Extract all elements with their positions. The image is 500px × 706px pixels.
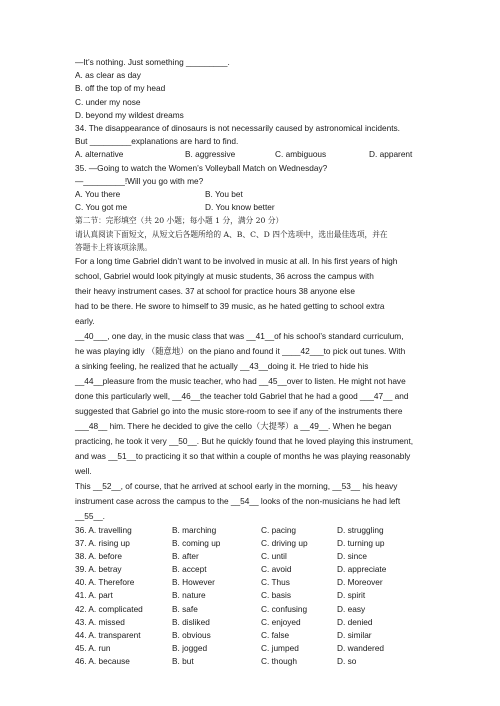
option-b: B. obvious: [172, 629, 211, 640]
cloze-option-row: [75, 655, 433, 668]
question-34-option-c: C. ambiguous: [275, 149, 327, 160]
passage-line: This __52__, of course, that he arrived at school early in the morning, __53__ his heavy: [75, 481, 398, 491]
question-34-option-b: B. aggressive: [185, 149, 236, 160]
cloze-option-row: [75, 563, 433, 576]
question-35-options-row2: [75, 201, 433, 214]
option-b: B. jogged: [172, 642, 208, 653]
option-d: D. spirit: [337, 590, 366, 601]
option-c: C. Thus: [261, 577, 290, 588]
cloze-option-row: [75, 537, 433, 550]
option-b: B. coming up: [172, 538, 221, 549]
section-instruction-line2: 答题卡上将该项涂黑。: [75, 242, 152, 252]
option-a: 37. A. rising up: [75, 538, 130, 549]
passage-line: their heavy instrument cases. 37 at school for practice hours 38 anyone else: [75, 286, 355, 296]
option-c: C. pacing: [261, 525, 297, 535]
question-35-option-c: C. You got me: [75, 202, 128, 213]
passage-line: instrument case across the campus to the __54__ looks of the non-musicians he had left: [75, 496, 401, 506]
option-b: B. However: [172, 577, 215, 588]
option-d: D. struggling: [337, 525, 384, 535]
option-b: B. accept: [172, 564, 207, 575]
question-35-option-d: D. You know better: [205, 202, 275, 213]
option-d: D. similar: [337, 629, 372, 640]
question-34-option-d: D. apparent: [369, 149, 413, 160]
option-c: C. enjoyed: [261, 616, 301, 627]
passage-line: practicing, he took it very __50__. But he quickly found that he loved playing this instrument,: [75, 436, 414, 446]
option-a: 39. A. betray: [75, 564, 122, 575]
cloze-option-row: [75, 576, 433, 589]
option-a: 45. A. run: [75, 642, 111, 653]
question-35-option-b: B. You bet: [205, 189, 243, 200]
option-b: B. safe: [172, 603, 198, 614]
option-a: 38. A. before: [75, 551, 123, 562]
passage-line: had to be there. He swore to himself to 39 music, as he hated getting to school extra: [75, 301, 385, 311]
option-d: D. so: [337, 655, 357, 666]
cloze-option-row: [75, 550, 433, 563]
option-a: 44. A. transparent: [75, 629, 141, 640]
option-d: D. turning up: [337, 538, 385, 549]
option-d: D. easy: [337, 603, 366, 614]
option-d: D. since: [337, 551, 367, 562]
question-33-option-a: A. as clear as day: [75, 70, 141, 81]
option-b: B. marching: [172, 525, 217, 535]
cloze-option-row: [75, 524, 433, 537]
option-d: D. Moreover: [337, 577, 383, 588]
question-35-options-row1: [75, 188, 433, 201]
option-a: 42. A. complicated: [75, 603, 143, 614]
option-b: B. nature: [172, 590, 206, 601]
option-c: C. confusing: [261, 603, 308, 614]
question-35-option-a: A. You there: [75, 189, 121, 200]
option-b: B. disliked: [172, 616, 210, 627]
cloze-option-row: [75, 616, 433, 629]
passage-line: well.: [75, 466, 92, 476]
question-34-option-a: A. alternative: [75, 149, 124, 160]
cloze-option-row: [75, 642, 433, 655]
question-33-option-c: C. under my nose: [75, 96, 141, 107]
passage-line: he was playing idly （随意地）on the piano and found it ____42___to pick out tunes. With: [75, 346, 406, 356]
option-b: B. but: [172, 655, 194, 666]
question-33-stem: —It’s nothing. Just something _________.: [75, 57, 230, 67]
question-33-option-b: B. off the top of my head: [75, 83, 166, 94]
section-heading: 第二节：完形填空（共 20 小题；每小题 1 分，满分 20 分）: [75, 216, 284, 226]
option-c: C. until: [261, 551, 287, 562]
passage-line: __44__pleasure from the music teacher, who had __45__over to listen. He might not have: [75, 376, 406, 386]
question-33-option-d: D. beyond my wildest dreams: [75, 109, 184, 120]
option-a: 36. A. travelling: [75, 525, 132, 535]
option-a: 43. A. missed: [75, 616, 125, 627]
cloze-option-row: [75, 629, 433, 642]
passage-line: school, Gabriel would look pityingly at music students, 36 across the campus with: [75, 271, 374, 281]
cloze-option-row: [75, 589, 433, 602]
option-c: C. avoid: [261, 564, 292, 575]
option-c: C. basis: [261, 590, 291, 601]
option-a: 41. A. part: [75, 590, 113, 601]
option-d: D. denied: [337, 616, 373, 627]
section-instruction-line1: 请认真阅读下面短文，从短文后各题所给的 A、B、C、D 四个选项中，选出最佳选项，并在: [75, 229, 388, 239]
option-a: 46. A. because: [75, 655, 130, 666]
passage-line: ___48__ him. There he decided to give the cello（大提琴）a __49__. When he began: [75, 421, 392, 431]
question-34-stem-line2: But _________explanations are hard to find.: [75, 136, 239, 147]
option-d: D. appreciate: [337, 564, 387, 575]
passage-line: __40___, one day, in the music class that was __41__of his school’s standard curriculum,: [75, 331, 404, 341]
option-c: C. false: [261, 629, 290, 640]
passage-line: done this particularly well, __46__the teacher told Gabriel that he had a good ___47__ and: [75, 391, 409, 401]
option-a: 40. A. Therefore: [75, 577, 135, 588]
option-c: C. though: [261, 655, 297, 666]
question-35-stem-line2: —_________!Will you go with me?: [75, 175, 204, 186]
cloze-option-row: [75, 603, 433, 616]
option-b: B. after: [172, 551, 199, 562]
cloze-options-list: [75, 524, 433, 668]
passage-line: and was __51__to practicing it so that within a couple of months he was playing reasonably: [75, 451, 411, 461]
question-34-stem-line1: 34. The disappearance of dinosaurs is not necessarily caused by astronomical incidents.: [75, 123, 400, 134]
passage-line: a sinking feeling, he realized that he actually __43__doing it. He tried to hide his: [75, 361, 369, 371]
option-c: C. driving up: [261, 538, 308, 549]
question-34-options: [75, 148, 433, 161]
cloze-passage: [75, 254, 429, 524]
option-c: C. jumped: [261, 642, 299, 653]
option-d: D. wandered: [337, 642, 385, 653]
passage-line: __55__.: [75, 511, 105, 521]
passage-line: For a long time Gabriel didn’t want to be involved in music at all. In his first years of high: [75, 256, 398, 266]
question-35-stem-line1: 35. —Going to watch the Women’s Volleyball Match on Wednesday?: [75, 162, 328, 173]
text-column: [75, 56, 433, 668]
passage-line: early.: [75, 316, 95, 326]
passage-line: suggested that Gabriel go into the music store-room to see if any of the instruments there: [75, 406, 403, 416]
